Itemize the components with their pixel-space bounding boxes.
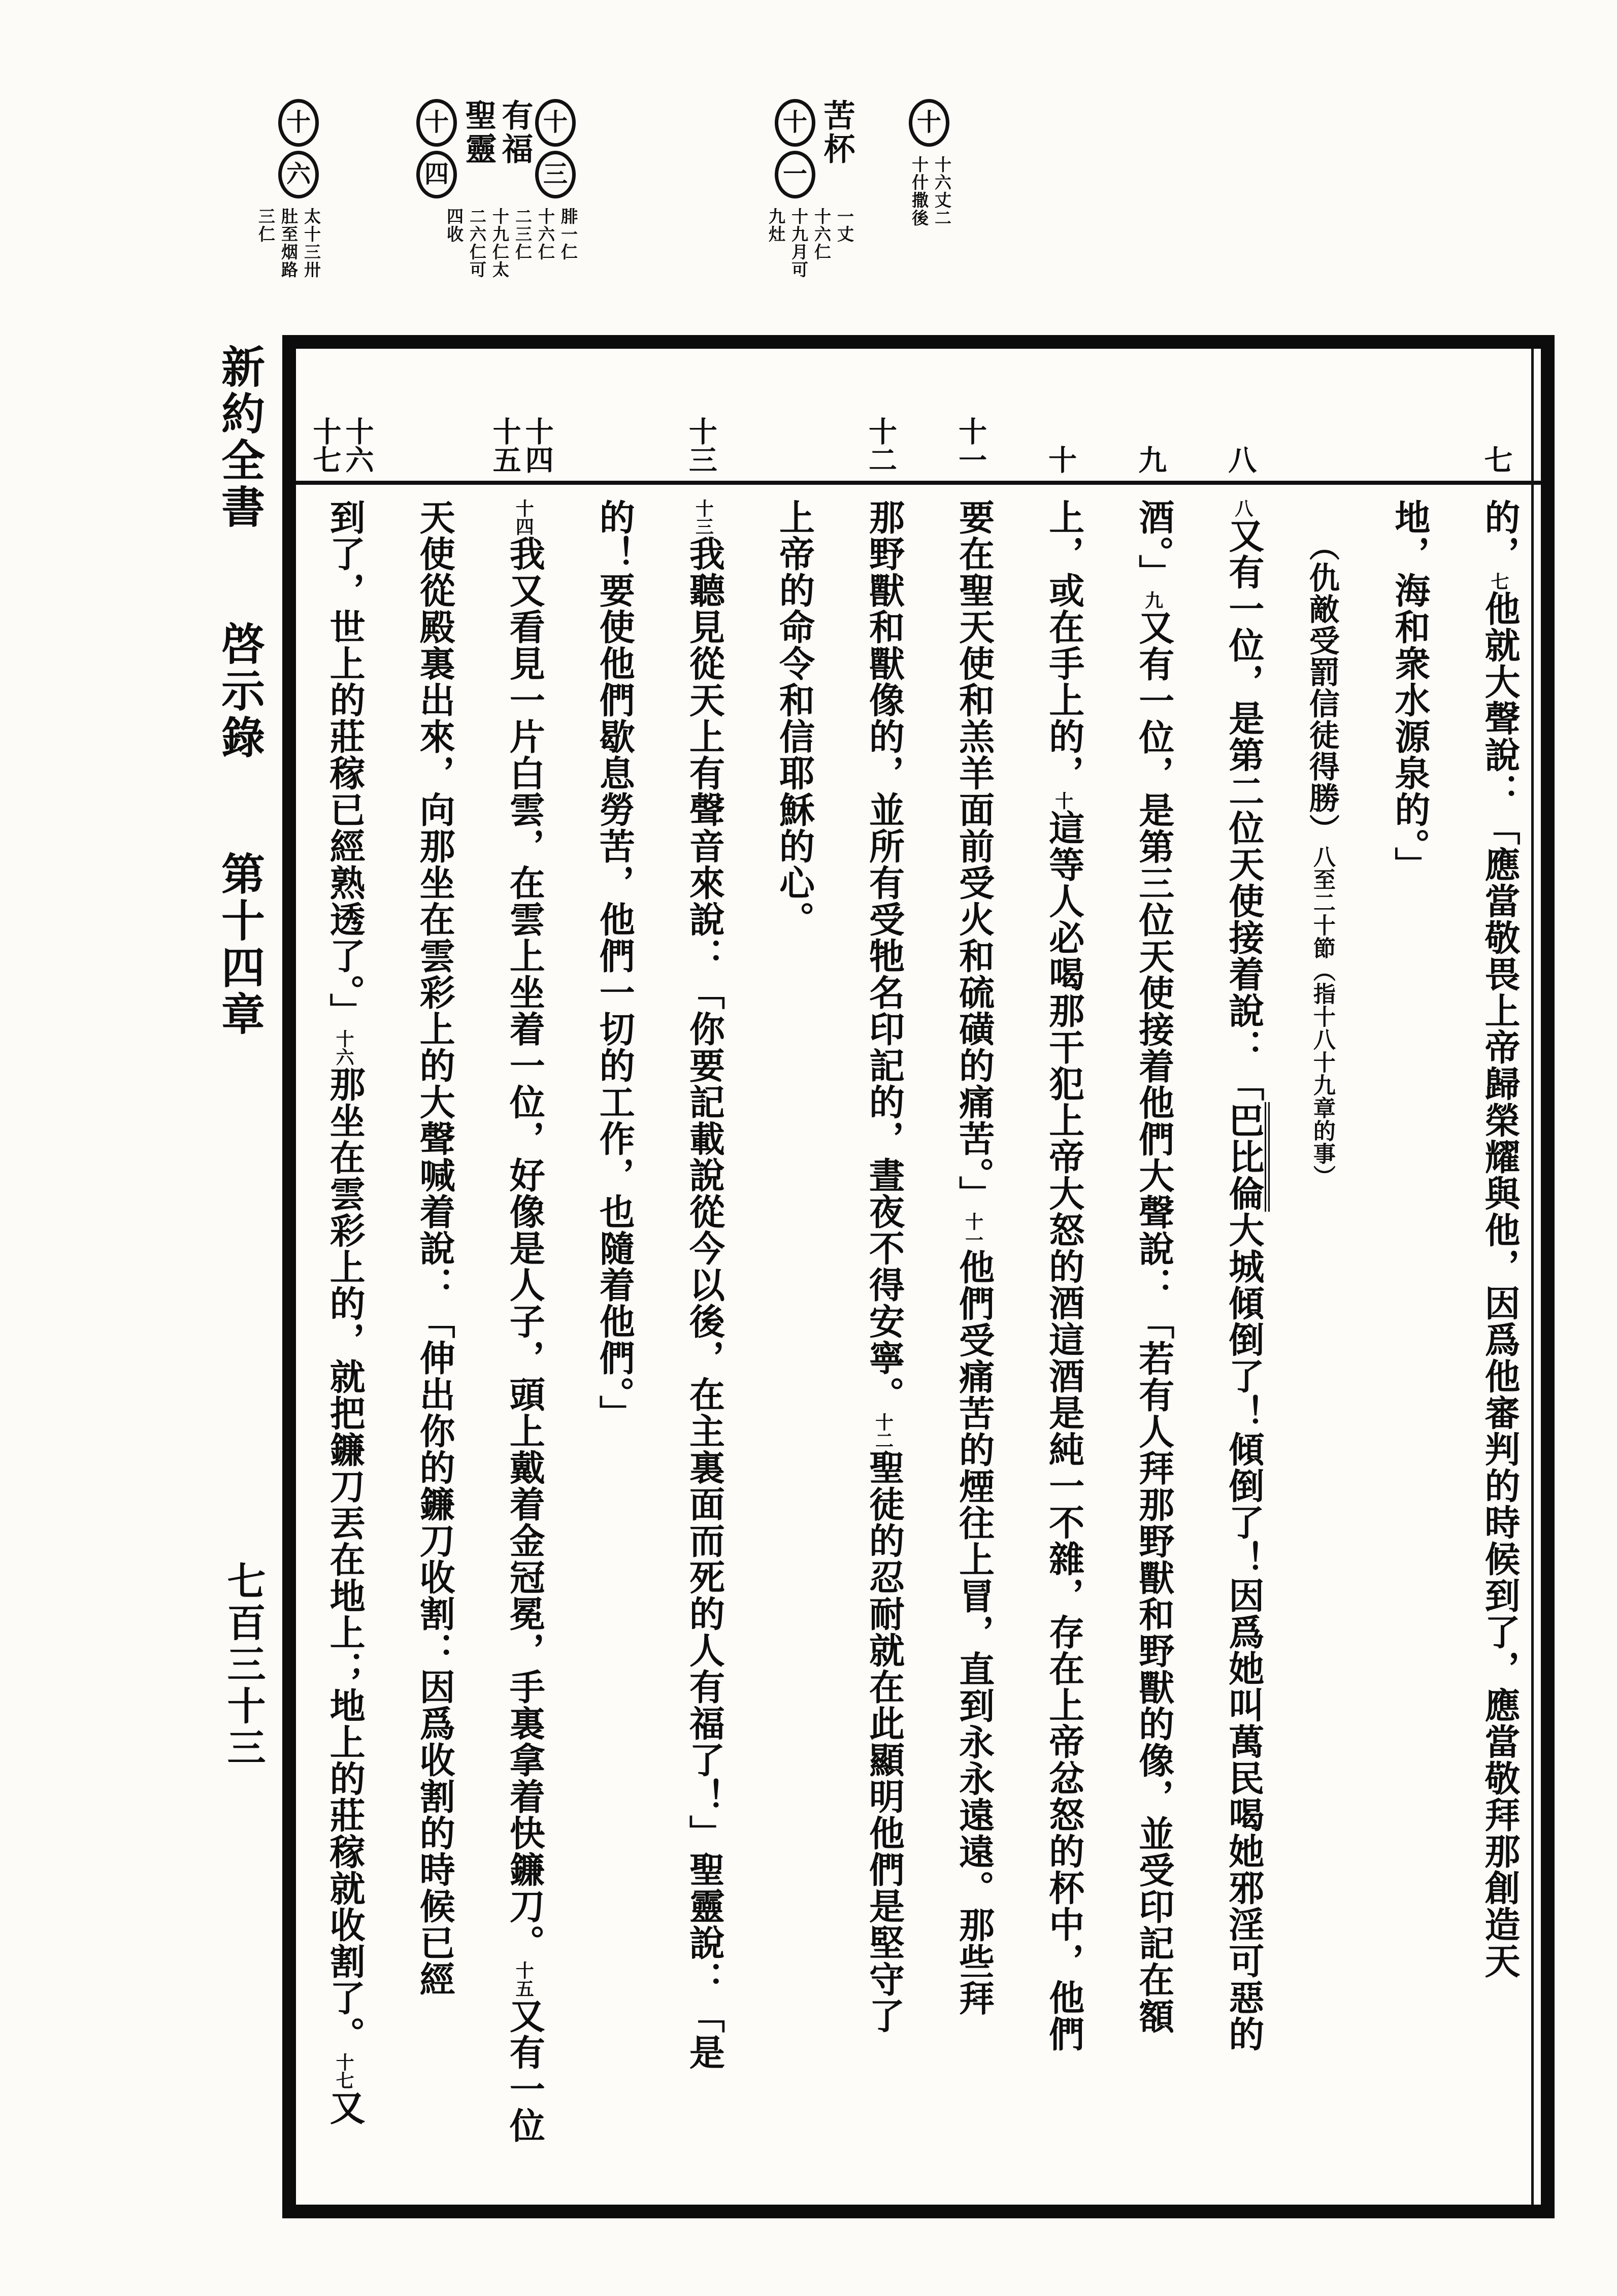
verse-note: 九	[1142, 591, 1163, 609]
scripture-text: 要在聖天使和羔羊面前受火和硫磺的痛苦。」	[953, 499, 993, 1212]
reference-text: 一丈	[835, 208, 853, 243]
section-heading	[1285, 485, 1361, 2205]
column-text	[1105, 485, 1195, 2205]
reference-text: 二三仁	[513, 208, 531, 261]
scripture-text: 這等人必喝那干犯上帝大怒的酒這酒是純一不雜，存在上帝忿怒的杯中，他們	[1043, 810, 1083, 2052]
verse-header-cell	[745, 349, 835, 485]
verse-number: 十七	[309, 417, 341, 474]
verse-note: 八	[1232, 499, 1253, 517]
scripture-text: 上，或在手上的，	[1043, 499, 1083, 791]
page-number: 七百三十三	[221, 1561, 264, 1769]
section-column	[1285, 349, 1361, 2205]
reference-text: 三仁	[256, 208, 274, 243]
scripture-text: 我聽見從天上有聲音來說：「你要記載說從今以後，在主裏面而死的人有福了！」聖靈說：「是	[684, 536, 723, 2071]
cross-reference-mark	[775, 99, 815, 198]
cross-reference-mark	[909, 99, 949, 147]
verse-note: 十七	[334, 2053, 354, 2089]
verse-note: 十五	[513, 1961, 534, 1998]
text-column	[476, 349, 566, 2205]
text-column	[655, 349, 745, 2205]
annotation-label: 聖靈	[460, 99, 495, 166]
annotation-symbols	[775, 99, 852, 198]
circled-glyph: 四	[416, 151, 457, 198]
verse-note: 十六	[334, 1029, 354, 1066]
annotation-references	[256, 208, 319, 279]
text-column	[835, 349, 925, 2205]
verse-number: 九	[1134, 445, 1166, 474]
verse-note: 十三	[693, 499, 714, 536]
verse-header-cell	[296, 349, 386, 485]
verse-number: 十四	[521, 417, 553, 474]
circled-glyph: 一	[775, 151, 815, 198]
section-subtitle: 八至二十節（指十八十九章的事）	[1309, 845, 1335, 1188]
text-column	[1451, 349, 1541, 2205]
cross-reference-mark	[278, 99, 319, 198]
verse-header-cell	[1015, 349, 1105, 485]
text-column	[1361, 349, 1451, 2205]
column-text	[745, 485, 835, 2205]
scripture-text: 我又看見一片白雲，在雲上坐着一位，好像是人子，頭上戴着金冠冕，手裏拿着快鐮刀。	[504, 536, 544, 1961]
text-column	[745, 349, 835, 2205]
circled-glyph: 十	[909, 99, 949, 147]
annotation-group	[767, 99, 852, 279]
scripture-text: 大城傾倒了！傾倒了！因爲她叫萬民喝她邪淫可惡的	[1223, 1212, 1263, 2052]
verse-note: 十一	[963, 1212, 983, 1249]
annotation-group	[256, 99, 319, 279]
verse-number: 八	[1224, 445, 1256, 474]
circled-glyph: 三	[535, 151, 576, 198]
text-column	[296, 349, 386, 2205]
verse-number: 七	[1480, 445, 1512, 474]
annotation-group	[416, 99, 576, 279]
verse-number: 十一	[954, 417, 986, 474]
verse-note: 十	[1052, 791, 1073, 810]
verse-header-cell	[476, 349, 566, 485]
verse-header-cell	[1285, 349, 1361, 485]
scripture-text: 酒。」	[1133, 499, 1173, 591]
columns	[296, 349, 1541, 2205]
circled-glyph: 十	[416, 99, 457, 147]
annotation-references	[767, 208, 852, 279]
verse-header-cell	[655, 349, 745, 485]
verse-header-cell	[386, 349, 476, 485]
reference-text: 四收	[444, 208, 463, 243]
annotation-label: 苦杯	[819, 99, 853, 166]
verse-header-cell	[566, 349, 655, 485]
cross-reference-mark	[535, 99, 576, 198]
column-text	[476, 485, 566, 2205]
text-column	[1105, 349, 1195, 2205]
circled-glyph: 十	[535, 99, 576, 147]
book-title-part: 第十四章	[215, 851, 263, 1038]
reference-text: 二六仁可	[467, 208, 485, 279]
reference-text: 十九月可	[789, 208, 807, 279]
verse-header-cell	[1361, 349, 1451, 485]
scripture-text: 他們受痛苦的煙往上冒，直到永永遠遠。那些拜	[953, 1249, 993, 2016]
reference-text: 十六仁	[812, 208, 830, 261]
verse-header-cell	[1195, 349, 1285, 485]
column-text	[566, 485, 655, 2205]
scripture-text: 地，海和衆水源泉的。」	[1389, 499, 1429, 883]
annotation-references	[445, 208, 576, 279]
text-column	[386, 349, 476, 2205]
column-text	[1361, 485, 1451, 2205]
scripture-text: 到了，世上的莊稼已經熟透了。」	[324, 499, 364, 1029]
scripture-box	[282, 335, 1555, 2218]
column-text	[386, 485, 476, 2205]
verse-header-cell	[1451, 349, 1541, 485]
circled-glyph: 十	[278, 99, 319, 147]
verse-header-cell	[835, 349, 925, 485]
reference-text: 九灶	[766, 208, 784, 243]
scripture-text: 的！要使他們歇息勞苦，他們一切的工作，也隨着他們。」	[594, 499, 634, 1432]
cross-reference-mark	[416, 99, 457, 198]
column-text	[1195, 485, 1285, 2205]
section-title: （仇敵受罰信徒得勝）	[1305, 530, 1339, 845]
column-text	[655, 485, 745, 2205]
annotation-symbols	[416, 99, 576, 198]
book-title-part: 啓示錄	[215, 621, 263, 761]
reference-text: 十九仁太	[490, 208, 508, 279]
annotation-group	[909, 99, 949, 227]
verse-number: 十	[1044, 445, 1076, 474]
circled-glyph: 十	[775, 99, 815, 147]
verse-note: 七	[1489, 572, 1509, 590]
reference-text: 肚至烟路	[279, 208, 297, 279]
scripture-text: 天使從殿裏出來，向那坐在雲彩上的大聲喊着說：「伸出你的鐮刀收割：因爲收割的時候已經	[414, 499, 454, 1998]
verse-note: 十二	[873, 1413, 894, 1449]
annotation-symbols	[278, 99, 319, 198]
annotation-label: 有福	[497, 99, 532, 166]
verse-note: 十四	[513, 499, 534, 536]
book-title-part: 新約全書	[215, 344, 263, 531]
proper-noun-mark: 巴比倫	[1224, 1102, 1270, 1212]
column-text	[835, 485, 925, 2205]
reference-text: 十六丈二	[932, 156, 950, 227]
text-column	[926, 349, 1015, 2205]
inner-border-line	[1531, 349, 1534, 2205]
reference-text: 太十三卅	[302, 208, 320, 279]
circled-glyph: 六	[278, 151, 319, 198]
scripture-text: 上帝的命令和信耶穌的心。	[774, 499, 813, 938]
scripture-text: 他就大聲說：「應當敬畏上帝歸榮耀與他，因爲他審判的時候到了，應當敬拜那創造天	[1479, 590, 1519, 1979]
verse-header-cell	[1105, 349, 1195, 485]
verse-number: 十五	[488, 417, 520, 474]
text-column	[1195, 349, 1285, 2205]
column-text	[1451, 485, 1541, 2205]
scripture-text: 又有一位	[504, 1998, 544, 2144]
verse-header-cell	[926, 349, 1015, 485]
reference-text: 十什撒後	[909, 156, 928, 227]
scripture-text: 的，	[1479, 499, 1519, 572]
scripture-text: 又	[324, 2089, 364, 2126]
scripture-text: 聖徒的忍耐就在此顯明他們是堅守了	[864, 1449, 903, 2034]
scripture-text: 又有一位，是第二位天使接着說：「	[1223, 517, 1263, 1102]
scripture-text: 又有一位，是第三位天使接着他們大聲說：「若有人拜那野獸和野獸的像，並受印記在額	[1133, 609, 1173, 2035]
verse-number: 十二	[864, 417, 896, 474]
scripture-text: 那野獸和獸像的，並所有受牠名印記的，晝夜不得安寧。	[864, 499, 903, 1413]
annotation-references	[910, 156, 949, 227]
text-column	[566, 349, 655, 2205]
column-text	[926, 485, 1015, 2205]
scripture-text: 那坐在雲彩上的，就把鐮刀丟在地上；地上的莊稼就收割了。	[324, 1066, 364, 2053]
verse-number: 十三	[684, 417, 716, 474]
reference-text: 腓一仁	[558, 208, 577, 261]
annotation-symbols	[909, 99, 949, 147]
verse-number: 十六	[341, 417, 373, 474]
column-text	[296, 485, 386, 2205]
column-text	[1015, 485, 1105, 2205]
reference-text: 十六仁	[536, 208, 554, 261]
text-column	[1015, 349, 1105, 2205]
book-title	[217, 344, 261, 1038]
